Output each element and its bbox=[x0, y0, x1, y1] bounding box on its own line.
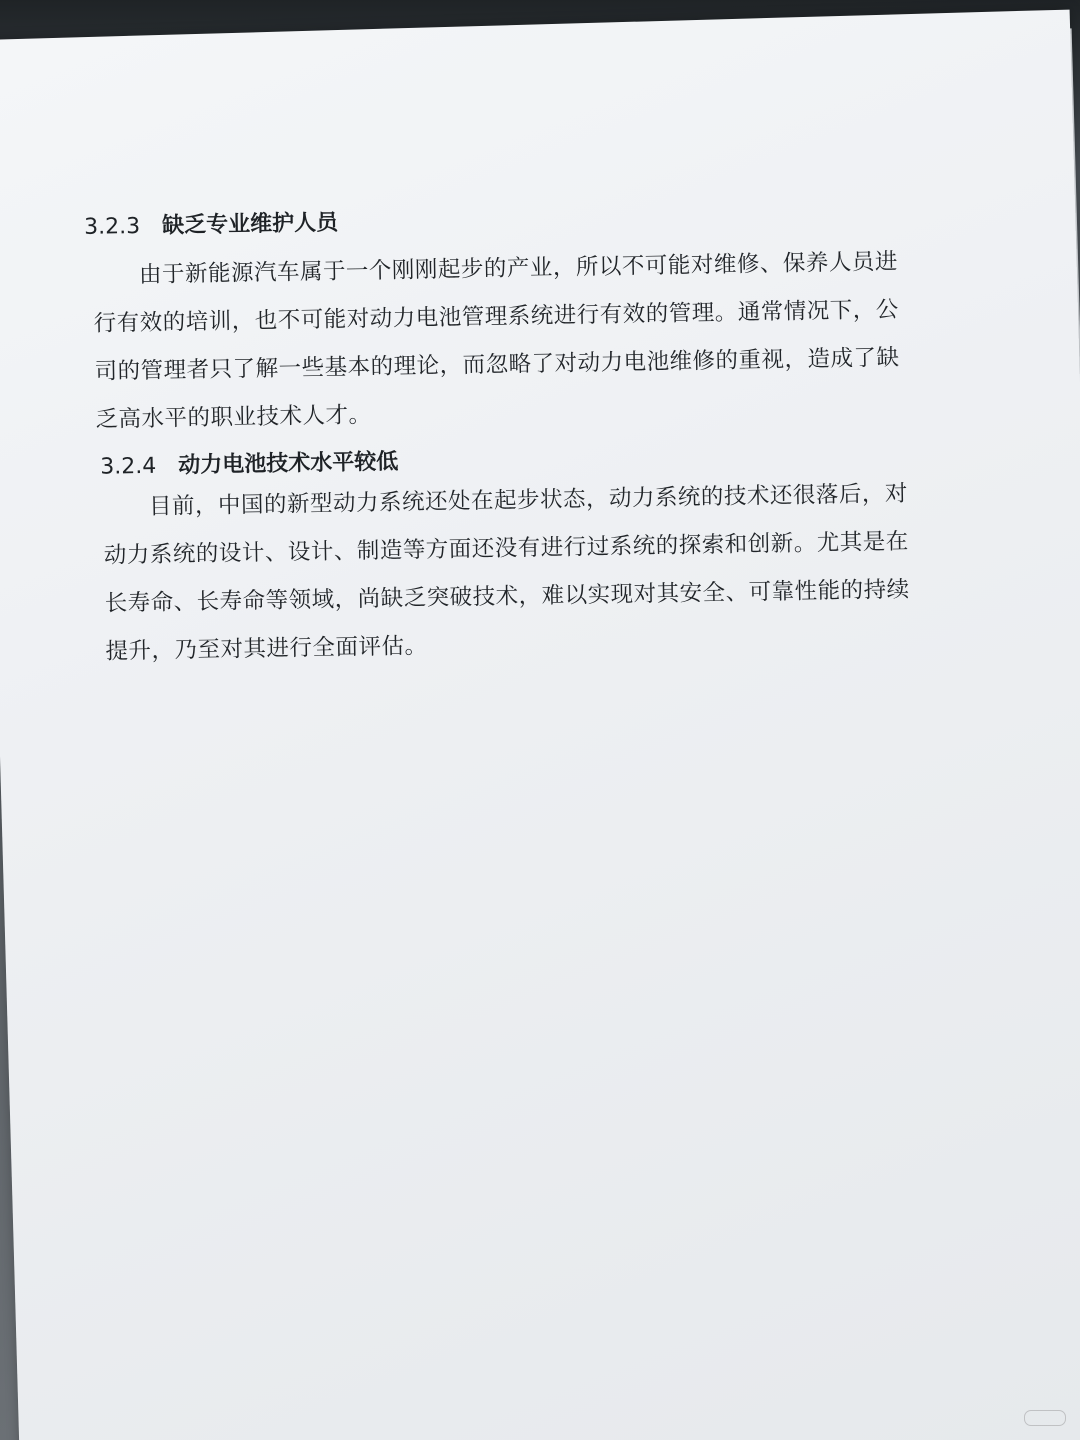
paragraph-3-2-3 bbox=[93, 238, 901, 444]
paragraph-3-2-4 bbox=[103, 470, 911, 676]
section-title: 动力电池技术水平较低 bbox=[178, 449, 399, 479]
paragraph-line: 长寿命、长寿命等领域，尚缺乏突破技术，难以实现对其安全、可靠性能的持续 bbox=[104, 576, 910, 617]
paragraph-line: 行有效的培训，也不可能对动力电池管理系统进行有效的管理。通常情况下，公 bbox=[93, 296, 899, 337]
paragraph-line: 司的管理者只了解一些基本的理论，而忽略了对动力电池维修的重视，造成了缺 bbox=[94, 344, 900, 385]
watermark-shape bbox=[1024, 1410, 1066, 1426]
paragraph-line: 目前，中国的新型动力系统还处在起步状态，动力系统的技术还很落后，对 bbox=[148, 480, 909, 520]
section-number: 3.2.3 bbox=[83, 213, 141, 240]
section-number: 3.2.4 bbox=[100, 453, 157, 480]
section-title: 缺乏专业维护人员 bbox=[161, 210, 339, 239]
paragraph-line: 提升，乃至对其进行全面评估。 bbox=[105, 633, 428, 665]
paragraph-line: 乏高水平的职业技术人才。 bbox=[95, 401, 372, 433]
section-heading-3-2-3 bbox=[84, 205, 339, 240]
paragraph-line: 由于新能源汽车属于一个刚刚起步的产业，所以不可能对维修、保养人员进 bbox=[138, 248, 899, 288]
section-heading-3-2-4 bbox=[100, 444, 398, 480]
paragraph-line: 动力系统的设计、设计、制造等方面还没有进行过系统的探索和创新。尤其是在 bbox=[103, 528, 909, 569]
